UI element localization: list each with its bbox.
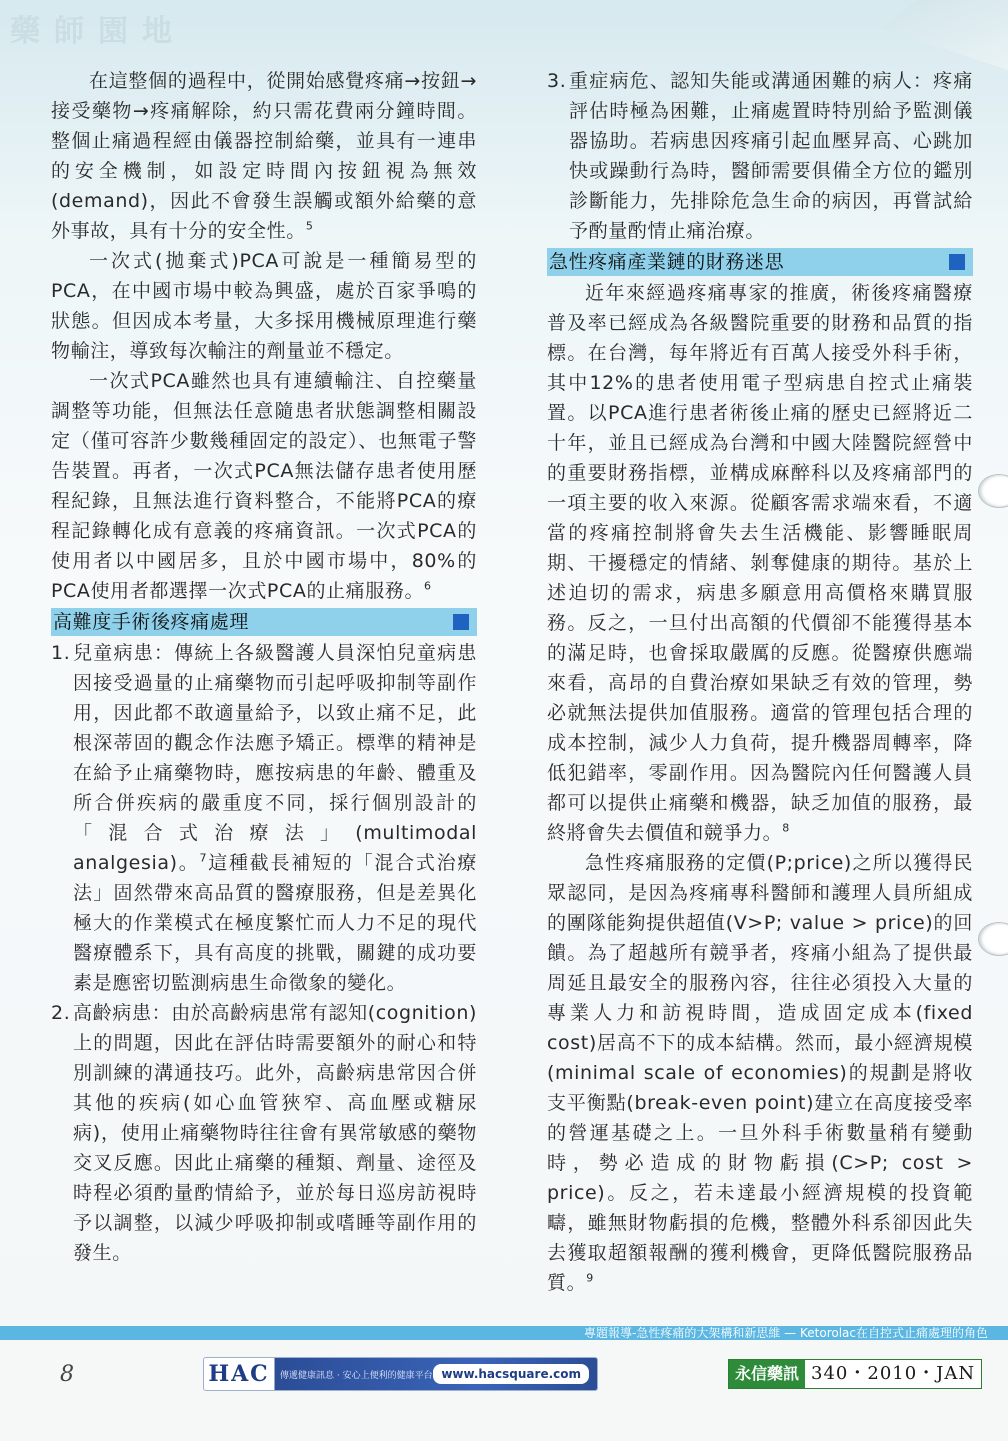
hac-advert[interactable] <box>203 1357 598 1391</box>
footnote-ref: 9 <box>586 1271 594 1285</box>
list-item: 2. 高齡病患：由於高齡病患常有認知(cognition)上的問題，因此在評估時需要額外的耐心和特別訓練的溝通技巧。此外，高齡病患常因合併其他的疾病(如心血管狹窄、高血壓或糖尿病)，使用止痛藥物時往往會有異常敏感的藥物交叉反應。因此止痛藥的種類、劑量、途徑及時程必須酌量酌情給予，並於每日巡房訪視時予以調整，以減少呼吸抑制或嗜睡等副作用的發生。 <box>51 1002 477 1264</box>
footnote-ref: 8 <box>782 821 790 835</box>
issue-number: 340・2010・JAN <box>805 1360 981 1388</box>
publication-brand: 永信藥訊 <box>729 1360 805 1388</box>
footer-caption: 專題報導-急性疼痛的大架構和新思維 — Ketorolac在自控式止痛處理的角色 <box>584 1326 988 1340</box>
footnote-ref: 5 <box>305 219 314 233</box>
section-heading: 高難度手術後疼痛處理 <box>51 608 477 636</box>
masthead-title: 藥師園地 <box>10 14 186 49</box>
square-marker-icon <box>949 254 965 270</box>
paragraph: 近年來經過疼痛專家的推廣，術後疼痛醫療普及率已經成為各級醫院重要的財務和品質的指標。在台灣，每年將近有百萬人接受外科手術，其中12%的患者使用電子型病患自控式止痛裝置。以PCA進行患者術後止痛的歷史已經將近二十年，並且已經成為台灣和中國大陸醫院經營中的重要財務指標，並構成麻醉科以及疼痛部門的一項主要的收入來源。從顧客需求端來看，不適當的疼痛控制將會失去生活機能、影響睡眠周期、干擾穩定的情緒、剝奪健康的期待。基於上述迫切的需求，病患多願意用高價格來購買服務。反之，一旦付出高額的代價卻不能獲得基本的滿足時，也會採取嚴厲的反應。從醫療供應端來看，高昂的自費治療如果缺乏有效的管理，勢必就無法提供加值服務。適當的管理包括合理的成本控制，減少人力負荷，提升機器周轉率，降低犯錯率，零副作用。因為醫院內任何醫護人員都可以提供止痛藥和機器，缺乏加值的服務，最終將會失去價值和競爭力。$^8$ <box>547 282 973 844</box>
paragraph: 一次式(拋棄式)PCA可說是一種簡易型的PCA，在中國市場中較為興盛，處於百家爭鳴的狀態。但因成本考量，大多採用機械原理進行藥物輸注，導致每次輸注的劑量並不穩定。 <box>51 250 477 362</box>
left-column <box>51 66 477 1268</box>
issue-badge <box>728 1359 982 1389</box>
paragraph: 急性疼痛服務的定價(P;price)之所以獲得民眾認同，是因為疼痛專科醫師和護理人員所組成的團隊能夠提供超值(V>P; value > price)的回饋。為了超越所有競爭者，疼痛小組為了提供最周延且最安全的服務內容，往往必須投入大量的專業人力和訪視時間，造成固定成本(fixed cost)居高不下的成本結構。然而，最小經濟規模(minimal scale of economies)的規劃是將收支平衡點(break-even point)建立在高度接受率的營運基礎之上。一旦外科手術數量稍有變動時，勢必造成的財物虧損(C>P; cost > price)。反之，若未達最小經濟規模的投資範疇，雖無財物虧損的危機，整體外科系卻因此失去獲取超額報酬的獲利機會，更降低醫院服務品質。$^9$ <box>547 852 973 1294</box>
page-number: 8 <box>60 1362 74 1387</box>
paragraph: 一次式PCA雖然也具有連續輸注、自控藥量調整等功能，但無法任意隨患者狀態調整相關設定（僅可容許少數幾種固定的設定）、也無電子警告裝置。再者，一次式PCA無法儲存患者使用歷程紀錄，且無法進行資料整合，不能將PCA的療程記錄轉化成有意義的疼痛資訊。一次式PCA的使用者以中國居多，且於中國市場中，80%的PCA使用者都選擇一次式PCA的止痛服務。$^6$ <box>51 370 477 602</box>
list-item: 3. 重症病危、認知失能或溝通困難的病人：疼痛評估時極為困難，止痛處置時特別給予監測儀器協助。若病患因疼痛引起血壓昇高、心跳加快或躁動行為時，醫師需要俱備全方位的鑑別診斷能力，先排除危急生命的病因，再嘗試給予酌量酌情止痛治療。 <box>547 70 973 242</box>
footnote-ref: 6 <box>424 579 432 593</box>
ad-tagline: 傳遞健康訊息 · 安心上便利的健康平台 <box>280 1370 433 1381</box>
section-heading: 急性疼痛產業鏈的財務迷思 <box>547 248 973 276</box>
square-marker-icon <box>453 614 469 630</box>
footnote-ref: 7 <box>199 851 208 865</box>
paragraph: 在這整個的過程中，從開始感覺疼痛→按鈕→接受藥物→疼痛解除，約只需花費兩分鐘時間。整個止痛過程經由儀器控制給藥，並具有一連串的安全機制，如設定時間內按鈕視為無效(demand)，因此不會發生誤觸或額外給藥的意外事故，具有十分的安全性。$^5$ <box>51 70 477 242</box>
hac-logo: HAC <box>208 1361 270 1387</box>
ad-url-link[interactable]: www.hacsquare.com <box>433 1364 589 1384</box>
list-item: 1. 兒童病患：傳統上各級醫護人員深怕兒童病患因接受過量的止痛藥物而引起呼吸抑制等副作用，因此都不敢適量給予，以致止痛不足，此根深蒂固的觀念作法應予矯正。標準的精神是在給予止痛藥物時，應按病患的年齡、體重及所合併疾病的嚴重度不同，採行個別設計的「混合式治療法」(multimodal analgesia)。$^7$這種截長補短的「混合式治療法」固然帶來高品質的醫療服務，但是差異化極大的作業模式在極度繁忙而人力不足的現代醫療體系下，具有高度的挑戰，關鍵的成功要素是應密切監測病患生命徵象的變化。 <box>51 642 477 994</box>
right-column <box>547 66 973 1298</box>
